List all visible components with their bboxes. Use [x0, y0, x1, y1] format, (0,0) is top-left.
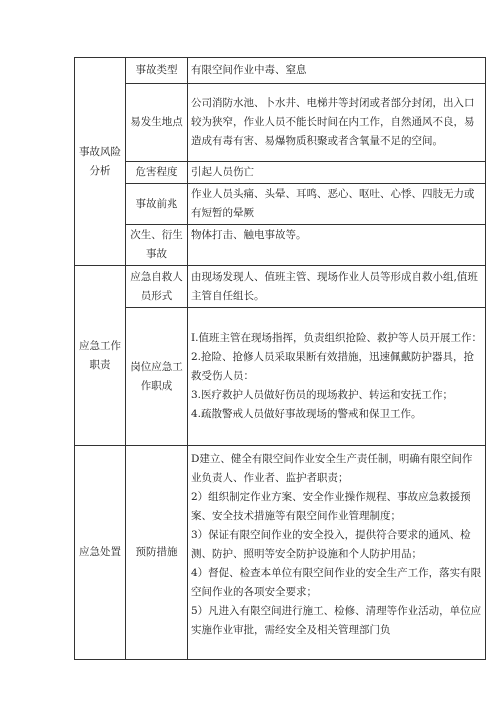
- table-row: [75, 446, 486, 660]
- row-value: 作业人员头痛、头晕、耳鸣、恶心、呕吐、心悸、四肢无力或有短暂的晕厥: [188, 184, 486, 225]
- row-value: 物体打击、触电事故等。: [188, 225, 486, 266]
- row-label: 事故类型: [126, 58, 188, 84]
- row-label: 事故前兆: [126, 184, 188, 225]
- table-row: [75, 58, 486, 84]
- row-value: I.值班主管在现场指挥，负责组织抢险、救护等人员开展工作： 2.抢险、抢修人员采取果断有效措施，迅速佩戴防护器具，抢救受伤人员： 3.医疗救护人员做好伤员的现场救护、转运和安抚工作； 4.疏散警戒人员做好事故现场的警戒和保卫工作。: [188, 308, 486, 446]
- table-row: [75, 308, 486, 446]
- row-label: 预防措施: [126, 446, 188, 660]
- row-value: 由现场发现人、值班主管、现场作业人员等形成自救小组,值班主管自任组长。: [188, 266, 486, 308]
- row-value: D建立、健全有限空间作业安全生产责任制，明确有限空间作业负责人、作业者、监护者职责； 2）组织制定作业方案、安全作业操作规程、事故应急救援预案、安全技术措施等有限空间作业管理制度； 3）保证有限空间作业的安全投入，提供符合要求的通风、检测、防护、照明等安全防护设施和个人防护用品； 4）督促、检查本单位有限空间作业的安全生产工作，落实有限空间作业的各项安全要求； 5）凡进入有限空间进行施工、检修、清理等作业活动，单位应实施作业审批，需经安全及相关管理部门负: [188, 446, 486, 660]
- table-row: [75, 162, 486, 184]
- row-label: 危害程度: [126, 162, 188, 184]
- row-label: 岗位应急工作职成: [126, 308, 188, 446]
- row-value: 引起人员伤亡: [188, 162, 486, 184]
- section-title-emergency-duties: 应急工作职责: [75, 266, 126, 446]
- row-value: 有限空间作业中毒、窒息: [188, 58, 486, 84]
- row-label: 次生、衍生事故: [126, 225, 188, 266]
- row-label: 易发生地点: [126, 84, 188, 162]
- table-row: [75, 225, 486, 266]
- row-value: 公司消防水池、卜水井、电梯井等封闭或者部分封闭，出入口较为狭窄，作业人员不能长时间在内工作，自然通风不良，易造成有毒有害、易爆物质积聚或者含氧量不足的空间。: [188, 84, 486, 162]
- table-row: [75, 184, 486, 225]
- section-title-risk-analysis: 事故风险分析: [75, 58, 126, 266]
- table-row: [75, 266, 486, 308]
- section-title-emergency-response: 应急处置: [75, 446, 126, 660]
- row-label: 应急自救人员形式: [126, 266, 188, 308]
- emergency-plan-table: [74, 57, 486, 660]
- table-row: [75, 84, 486, 162]
